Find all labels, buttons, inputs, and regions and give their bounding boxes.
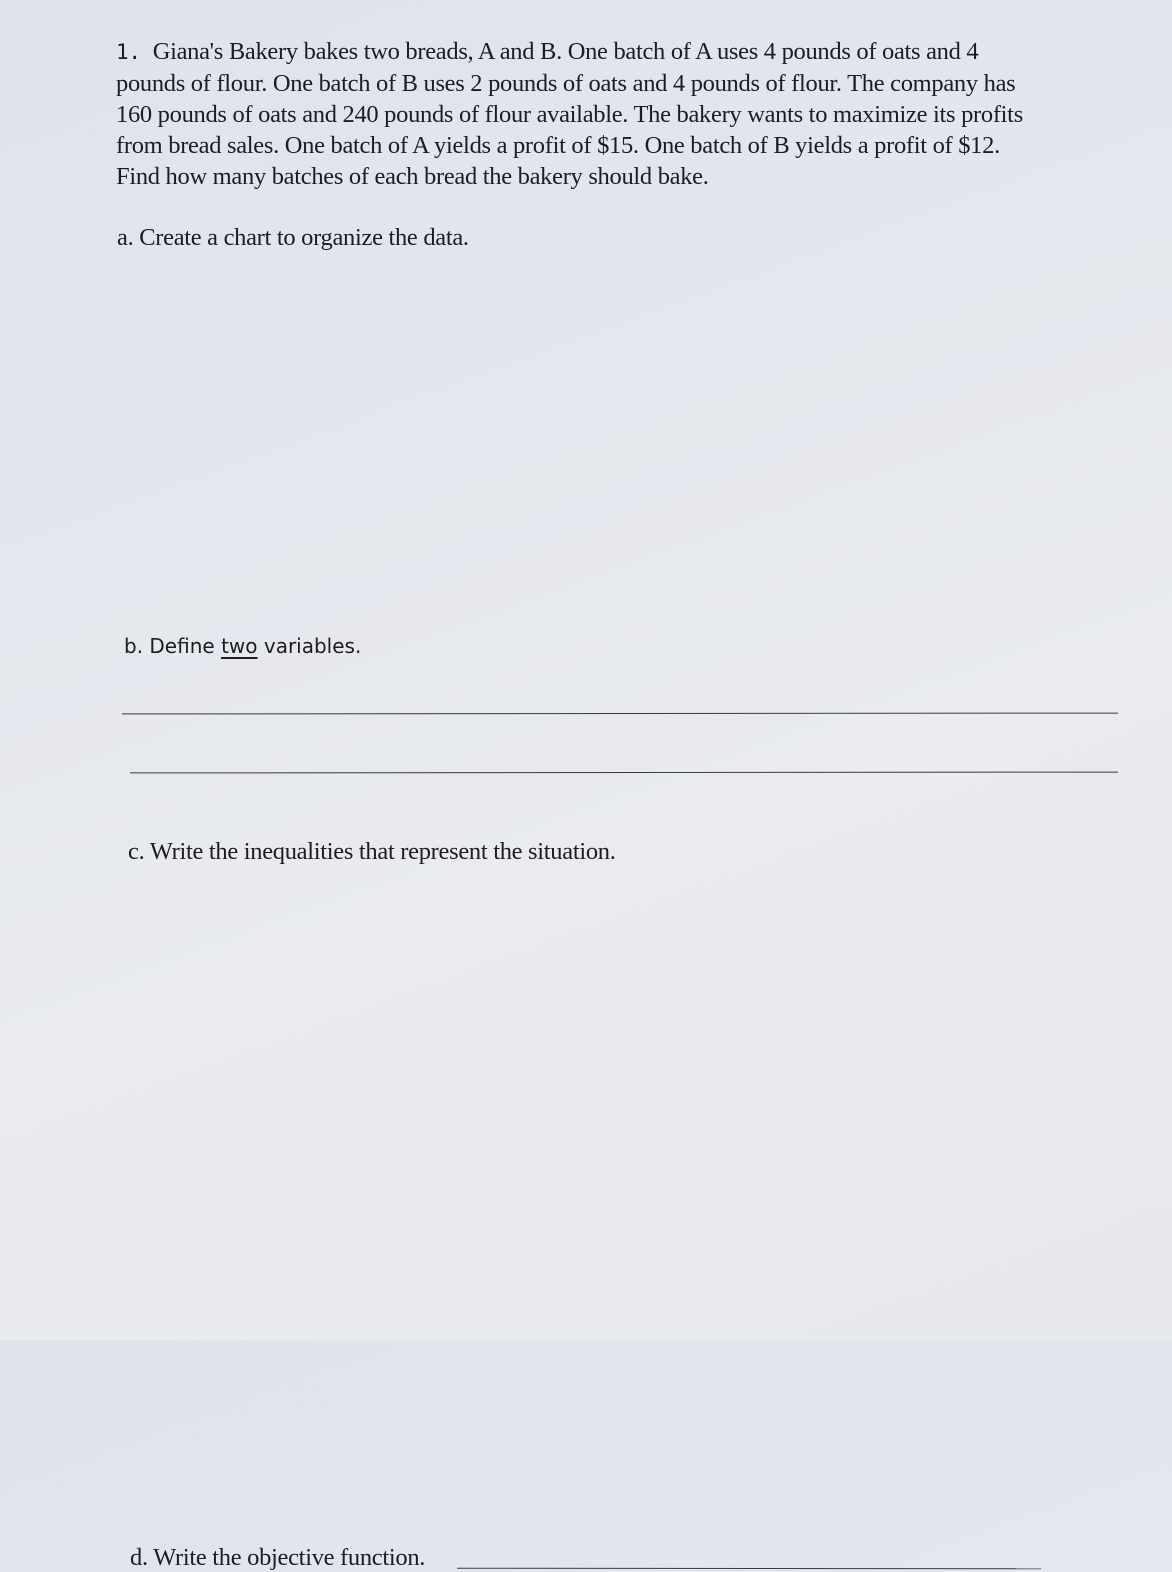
part-b-suffix: variables.	[257, 634, 362, 658]
problem-line-2: pounds of flour. One batch of B uses 2 pounds of oats and 4 pounds of flour. The company has	[116, 70, 1016, 97]
problem-line-3: 160 pounds of oats and 240 pounds of flour available. The bakery wants to maximize its profits	[116, 101, 1023, 128]
answer-line-variable-2[interactable]	[130, 772, 1118, 774]
part-b-prefix: b. Define	[124, 634, 222, 658]
part-b-emphasis: two	[221, 634, 258, 658]
answer-line-objective[interactable]	[457, 1568, 1041, 1570]
part-b-prompt	[124, 634, 361, 658]
problem-statement	[116, 36, 1116, 192]
problem-number: 1.	[116, 40, 141, 64]
part-c-prompt: c. Write the inequalities that represent the situation.	[128, 838, 616, 865]
problem-line-1-text: Giana's Bakery bakes two breads, A and B. One batch of A uses 4 pounds of oats and 4	[152, 38, 979, 65]
part-a-prompt: a. Create a chart to organize the data.	[117, 224, 469, 251]
problem-line-1	[116, 36, 1116, 68]
problem-line-4: from bread sales. One batch of A yields a profit of $15. One batch of B yields a profit of $12.	[116, 132, 1000, 159]
part-d-prompt: d. Write the objective function.	[130, 1544, 426, 1571]
answer-line-variable-1[interactable]	[122, 713, 1118, 715]
problem-line-5: Find how many batches of each bread the bakery should bake.	[116, 163, 709, 190]
